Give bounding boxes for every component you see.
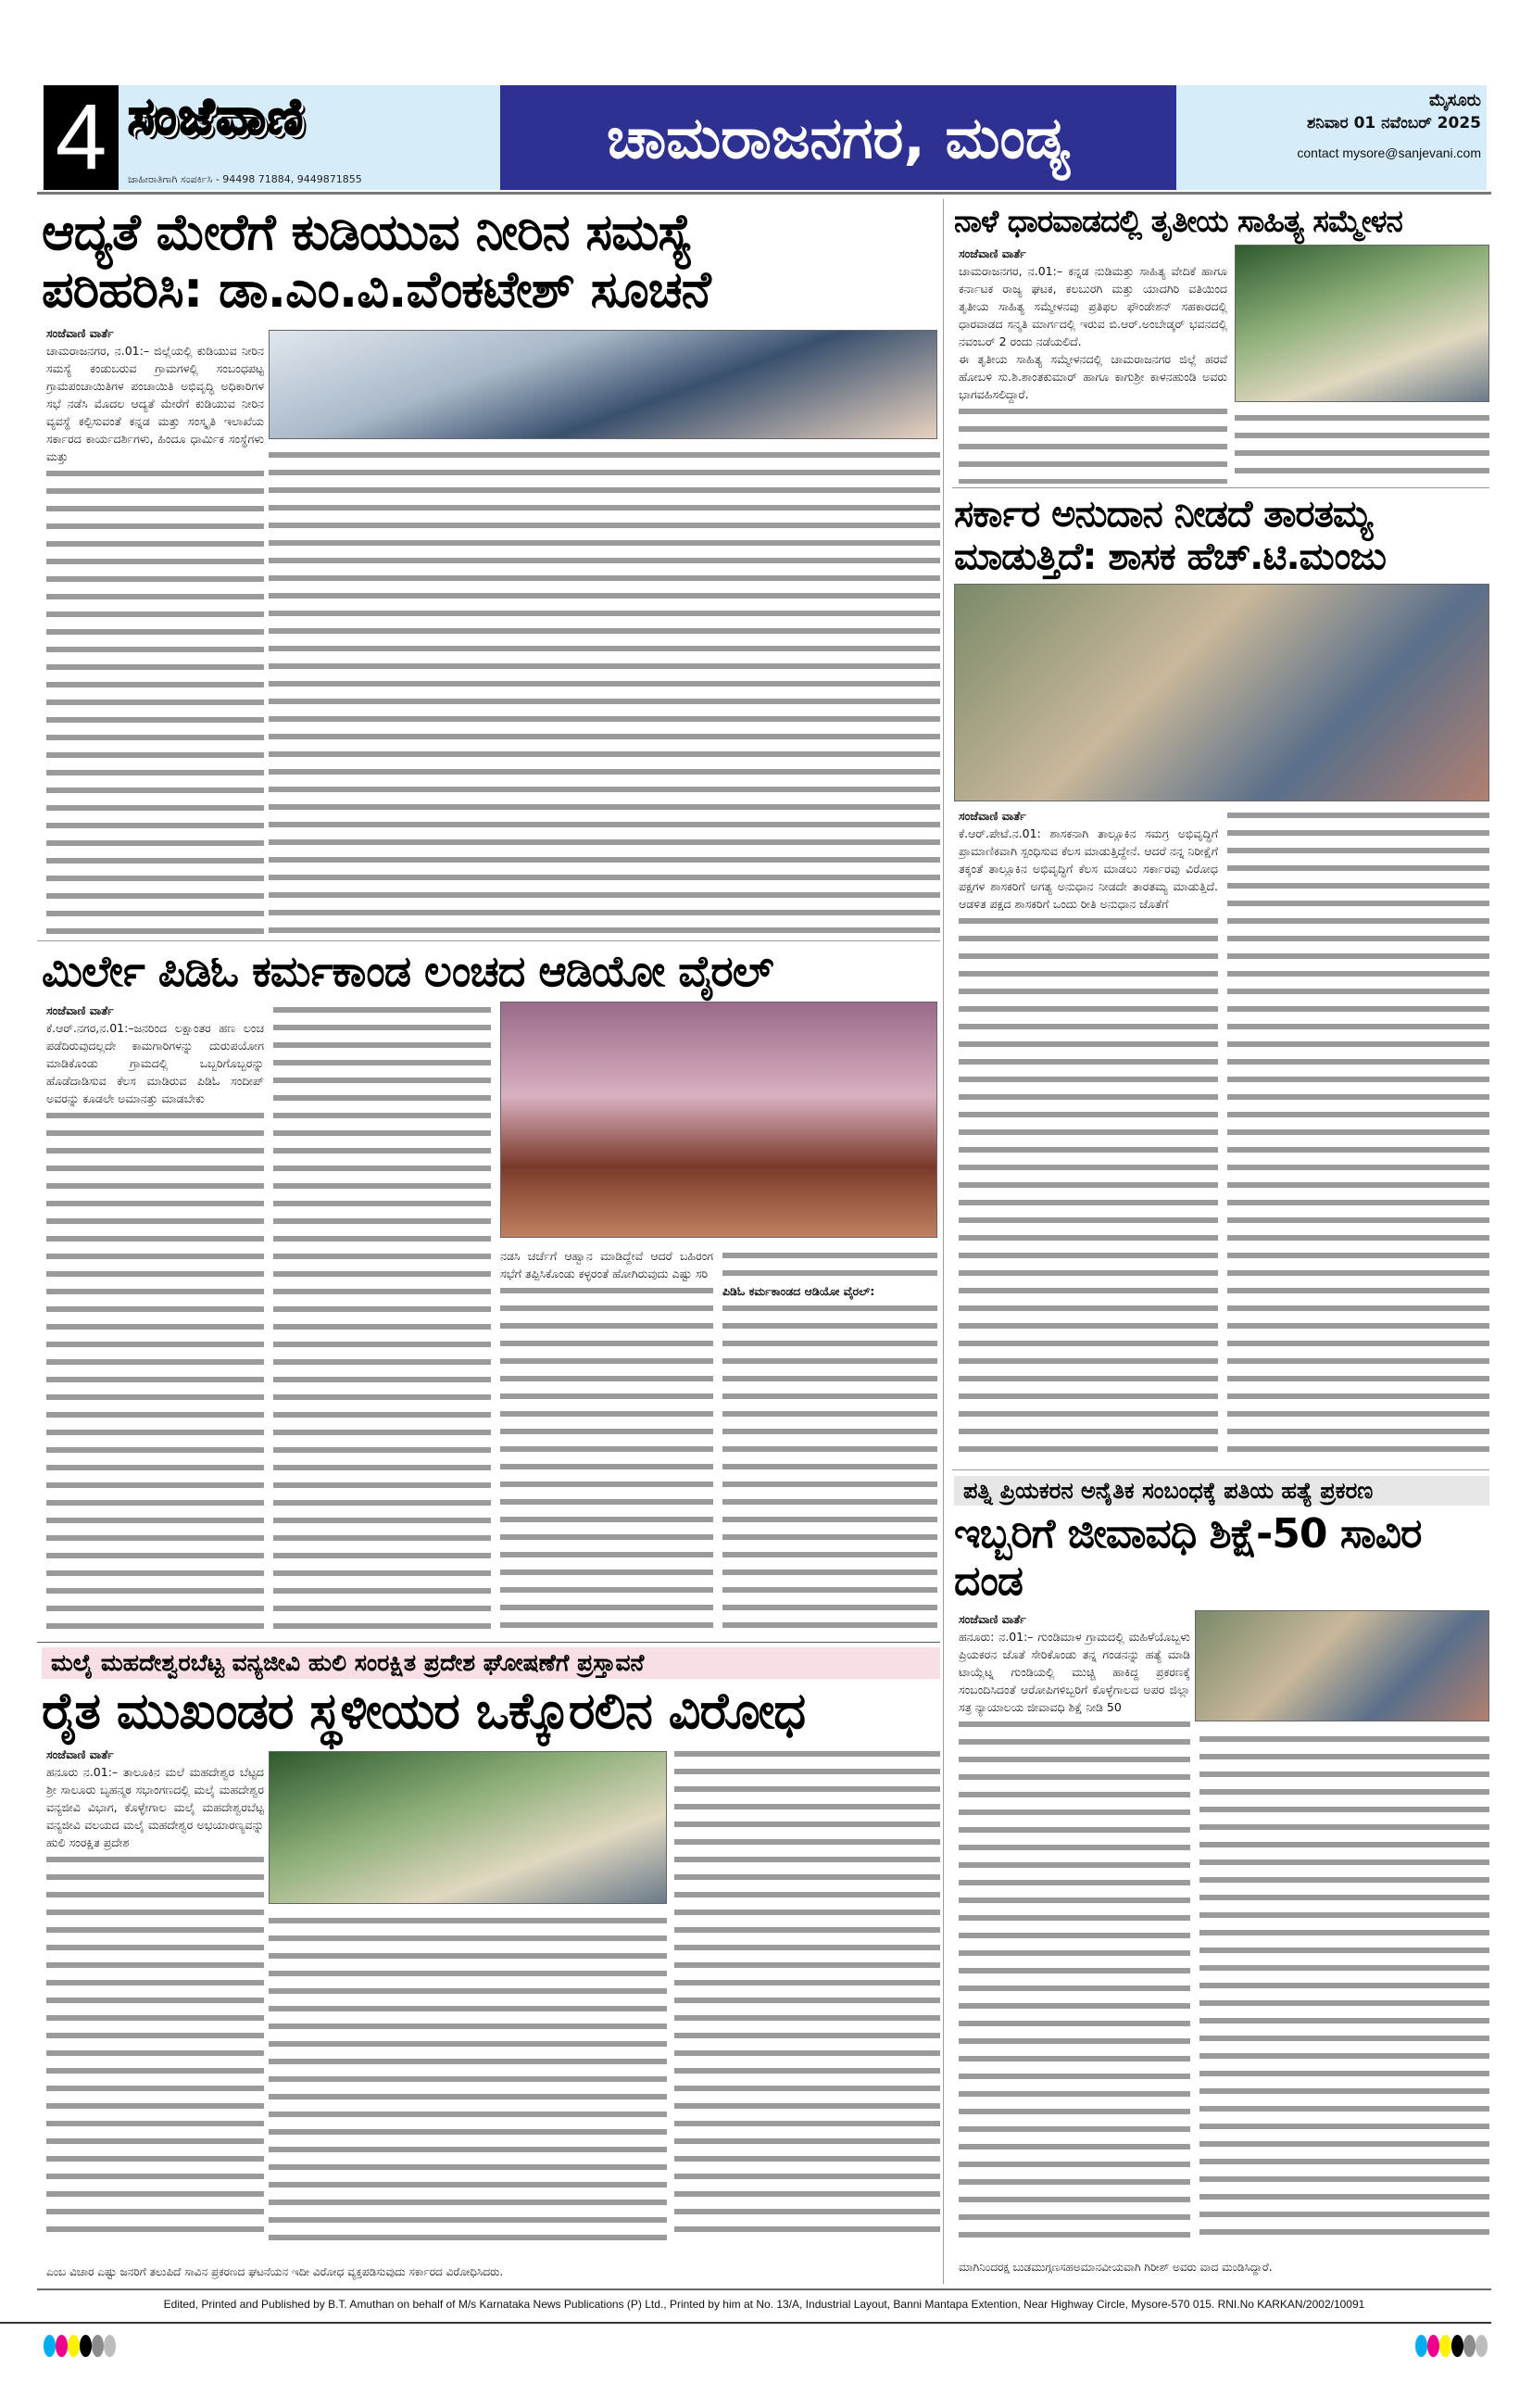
kicker-murder: ಪತ್ನಿ ಪ್ರಿಯಕರನ ಅನೈತಿಕ ಸಂಬಂಧಕ್ಕೆ ಪತಿಯ ಹತ್ಯೆ ಪ್ರಕರಣ [954, 1476, 1489, 1506]
photo-protest [500, 1002, 937, 1238]
divider [37, 940, 940, 941]
footer-rule [0, 2322, 1491, 2324]
article-body [959, 807, 1218, 1464]
article-water [42, 204, 940, 938]
ad-contact: ಜಾಹೀರಾತಿಗಾಗಿ ಸಂಪರ್ಕಿಸಿ - 94498 71884, 9449871855 [128, 173, 362, 185]
article-continuation [269, 1912, 667, 2244]
registration-dot [1427, 2335, 1439, 2357]
article-para: ಈ ತೃತೀಯ ಸಾಹಿತ್ಯ ಸಮ್ಮೇಳನದಲ್ಲಿ ಚಾಮರಾಜನಗರ ಜಿಲ್ಲೆ ಹರವೆ ಹೋಬಳಿ ಸು.ಶಿ.ಶಾಂತಕುಮಾರ್ ಹಾಗೂ ಕಾಗುಶ್ರೀ ಕಾಳನಹುಂಡಿ ಅವರು ಭಾಗವಹಿಸಲಿದ್ದಾರೆ. [959, 351, 1227, 401]
contact-email: contact mysore@sanjevani.com [1297, 145, 1481, 160]
logo-wordmark: ಸಂಜೆವಾಣಿ [128, 87, 306, 145]
article-continuation [1227, 807, 1489, 1464]
photo-accused [1195, 1610, 1489, 1721]
article-continuation [1235, 410, 1489, 484]
headline-verdict: ಇಬ್ಬರಿಗೆ ಜೀವಾವಧಿ ಶಿಕ್ಷೆ-50 ಸಾವಿರ ದಂಡ [954, 1510, 1422, 1605]
headline-pdo: ಮಿರ್ಲೇ ಪಿಡಿಓ ಕರ್ಮಕಾಂಡ ಲಂಚದ ಆಡಿಯೋ ವೈರಲ್ [42, 947, 773, 996]
article-pdo [42, 947, 940, 1634]
article-body [46, 324, 264, 938]
headline-farmers: ರೈತ ಮುಖಂಡರ ಸ್ಥಳೀಯರ ಒಕ್ಕೊರಲಿನ ವಿರೋಧ [42, 1682, 806, 1740]
registration-dot [68, 2335, 80, 2357]
registration-dot [104, 2335, 116, 2357]
headline-water-1: ಆದ್ಯತೆ ಮೇರೆಗೆ ಕುಡಿಯುವ ನೀರಿನ ಸಮಸ್ಯೆ [42, 204, 693, 261]
article-lead: ಹನೂರು: ನ.01:– ಗುಂಡಿಮಾಳ ಗ್ರಾಮದಲ್ಲಿ ಮಹಿಳೆಯೊಬ್ಬಳು ಪ್ರಿಯಕರನ ಜೊತೆ ಸೇರಿಕೊಂಡು ತನ್ನ ಗಂಡನನ್ನು ಹತ್ಯೆ ಮಾಡಿ ಟಾಯ್ಲೆಟ್ನ ಗುಂಡಿಯಲ್ಲಿ ಮುಚ್ಚಿ ಹಾಕಿದ್ದ ಪ್ರಕರಣಕ್ಕೆ ಸಂಬಂದಿಸಿದಂತೆ ಆರೋಪಿಗಳಿಬ್ಬರಿಗೆ ಕೊಳ್ಳೆಗಾಲದ ಅಪರ ಜಿಲ್ಲಾ ಸತ್ರ ನ್ಯಾಯಾಲಯ ಜೀವಾವಧಿ ಶಿಕ್ಷೆ ನೀಡಿ 50 [959, 1630, 1190, 1715]
imprint-line: Edited, Printed and Published by B.T. Amuthan on behalf of M/s Karnataka News Publications (P) Ltd., Printed by him at No. 13/A, Industrial Layout, Banni Mantapa Extention, Near Highway Circle, Mysore-570 015. RNI.No KARKAN/2002/10091 [163, 2298, 1365, 2311]
article-lead: ಚಾಮರಾಜನಗರ, ನ.01:– ಕನ್ನಡ ನುಡಿಮತ್ತು ಸಾಹಿತ್ಯ ವೇದಿಕೆ ಹಾಗೂ ಕರ್ನಾಟಕ ರಾಜ್ಯ ಘಟಕ, ಕಲಬುರಗಿ ಮತ್ತು ಯಾದಗಿರಿ ವತಿಯಿಂದ ತೃತೀಯ ಸಾಹಿತ್ಯ ಸಮ್ಮೇಳನವು ಪ್ರತಿಫಲ ಫೌಂಡೇಶನ್ ಸಹಕಾರದಲ್ಲಿ ಧಾರವಾಡದ ಸನ್ಮತಿ ಮಾರ್ಗದಲ್ಲಿ ಇರುವ ಬಿ.ಆರ್.ಅಂಬೇಡ್ಕರ್ ಭವನದಲ್ಲಿ ನವಂಬರ್ 2 ರಂದು ನಡೆಯಲಿದೆ. [959, 263, 1227, 348]
article-closing: ಮಾಗಿನಿಂದರಕ್ಷ ಬುಡಮುಗ್ಗಣಸಹಅಮಾನವೀಯವಾಗಿ ಗಿರೀಶ್ ಅವರು ವಾದ ಮಂಡಿಸಿದ್ದಾರೆ. [959, 2260, 1489, 2275]
headline-grant-1: ಸರ್ಕಾರ ಅನುದಾನ ನೀಡದೆ ತಾರತಮ್ಯ [954, 493, 1373, 536]
article-body [959, 245, 1227, 484]
article-body [959, 1610, 1190, 2239]
registration-dot [92, 2335, 104, 2357]
article-quote: ನಡಸಿ ಚರ್ಚೆಗೆ ಆಹ್ವಾನ ಮಾಡಿದ್ದೇವೆ ಆದರೆ ಬಹಿರಂಗ ಸಭೆಗೆ ತಪ್ಪಿಸಿಕೊಂಡು ಕಳ್ಳರಂತೆ ಹೋಗಿರುವುದು ಎಷ್ಟು ಸರಿ [500, 1248, 713, 1280]
article-continuation [273, 1002, 491, 1634]
headline-grant-2: ಮಾಡುತ್ತಿದೆ: ಶಾಸಕ ಹೆಚ್.ಟಿ.ಮಂಜು [954, 536, 1386, 578]
kicker-tiger-reserve: ಮಲೈ ಮಹದೇಶ್ವರಬೆಟ್ಟ ವನ್ಯಜೀವಿ ಹುಲಿ ಸಂರಕ್ಷಿತ ಪ್ರದೇಶ ಘೋಷಣೆಗೆ ಪ್ರಸ್ತಾವನೆ [42, 1647, 940, 1679]
article-verdict [954, 1476, 1489, 2276]
byline: ಸಂಜೆವಾಣಿ ವಾರ್ತೆ [959, 807, 1218, 825]
section-title: ಚಾಮರಾಜನಗರ, ಮಂಡ್ಯ [500, 85, 1176, 190]
photo-meeting-hanur [269, 1751, 667, 1904]
article-lead: ಚಾಮರಾಜನಗರ, ನ.01:– ಜಿಲ್ಲೆಯಲ್ಲಿ ಕುಡಿಯುವ ನೀರಿನ ಸಮಸ್ಯೆ ಕಂಡುಬರುವ ಗ್ರಾಮಗಳಲ್ಲಿ ಸಂಬಂಧಪಟ್ಟ ಗ್ರಾಮಪಂಚಾಯಿತಿಗಳ ಪಂಚಾಯಿತಿ ಅಭಿವೃದ್ಧಿ ಅಧಿಕಾರಿಗಳ ಸಭೆ ನಡೆಸಿ ಮೊದಲ ಆದ್ಯತೆ ಮೇರೆಗೆ ಕುಡಿಯುವ ನೀರಿನ ವ್ಯವಸ್ಥೆ ಕಲ್ಪಿಸುವಂತೆ ಕನ್ನಡ ಮತ್ತು ಸಂಸ್ಕೃತಿ ಇಲಾಖೆಯ ಸರ್ಕಾರದ ಕಾರ್ಯದರ್ಶಿಗಳು, ಹಿಂದೂ ಧಾರ್ಮಿಕ ಸಂಸ್ಥೆಗಳು ಮತ್ತು [46, 344, 264, 464]
byline: ಸಂಜೆವಾಣಿ ವಾರ್ತೆ [959, 1610, 1190, 1628]
footer-rule [37, 2288, 1491, 2290]
byline: ಸಂಜೆವಾಣಿ ವಾರ್ತೆ [46, 324, 264, 342]
registration-dot [1451, 2335, 1463, 2357]
article-continuation [722, 1247, 937, 1634]
article-continuation [500, 1247, 713, 1634]
registration-marks-left [44, 2335, 116, 2357]
registration-dot [80, 2335, 92, 2357]
masthead-divider [37, 192, 1491, 195]
registration-dot [1415, 2335, 1427, 2357]
divider [37, 1642, 940, 1643]
article-continuation [674, 1746, 940, 2244]
column-divider [943, 199, 944, 2284]
newspaper-logo [119, 85, 500, 190]
issue-date: ಶನಿವಾರ 01 ನವೆಂಬರ್ 2025 [1307, 114, 1481, 132]
divider [952, 1469, 1489, 1470]
subhead: ಪಿಡಿಓ ಕರ್ಮಕಾಂಡದ ಆಡಿಯೋ ವೈರಲ್: [722, 1282, 937, 1300]
article-body [46, 1746, 264, 2244]
article-farmers [42, 1647, 940, 2281]
edition-city: ಮೈಸೂರು [1429, 91, 1481, 110]
headline-water-2: ಪರಿಹರಿಸಿ: ಡಾ.ಎಂ.ವಿ.ವೆಂಕಟೇಶ್ ಸೂಚನೆ [42, 260, 710, 320]
article-lead: ಕೆ.ಆರ್.ನಗರ,ನ.01:–ಜನರಿಂದ ಲಕ್ಷಾಂತರ ಹಣ ಲಂಚ ಪಡೆದಿರುವುದಲ್ಲದೇ ಕಾಮಗಾರಿಗಳನ್ನು ದುರುಪಯೋಗ ಮಾಡಿಕೊಂಡು ಗ್ರಾಮದಲ್ಲಿ ಒಬ್ಬರಿಗೊಬ್ಬರನ್ನು ಹೊಡೆದಾಡಿಸುವ ಕೆಲಸ ಮಾಡಿರುವ ಪಿಡಿಓ ಸಂದೀಪ್ ಅವರನ್ನು ಕೂಡಲೇ ಅಮಾನತ್ತು ಮಾಡಬೇಕು [46, 1020, 264, 1105]
article-continuation [1199, 1731, 1489, 2239]
photo-mla-event [954, 584, 1489, 801]
registration-dot [1439, 2335, 1451, 2357]
divider [952, 487, 1489, 488]
photo-portraits [1235, 245, 1489, 402]
byline: ಸಂಜೆವಾಣಿ ವಾರ್ತೆ [46, 1002, 264, 1019]
article-grant [954, 493, 1489, 1464]
registration-dot [1463, 2335, 1475, 2357]
article-lead: ಹನೂರು ನ.01:– ತಾಲೂಕಿನ ಮಲೆ ಮಹದೇಶ್ವರ ಬೆಟ್ಟದ ಶ್ರೀ ಸಾಲೂರು ಬೃಹನ್ಮಠ ಸಭಾಂಗಣದಲ್ಲಿ ಮಲೈ ಮಹದೇಶ್ವರ ವನ್ಯಜೀವಿ ವಿಭಾಗ, ಕೊಳ್ಳೇಗಾಲ ಮಲೈ ಮಹದೇಶ್ವರಬೆಟ್ಟ ವನ್ಯಜೀವಿ ವಲಯದ ಮಲೈ ಮಹದೇಶ್ವರ ಅಭಯಾರಣ್ಯವನ್ನು ಹುಲಿ ಸಂರಕ್ಷಿತ ಪ್ರದೇಶ [46, 1765, 264, 1850]
edition-info [1176, 85, 1487, 190]
page-number: 4 [44, 85, 119, 190]
registration-dot [1475, 2335, 1488, 2357]
byline: ಸಂಜೆವಾಣಿ ವಾರ್ತೆ [959, 245, 1227, 262]
registration-dot [56, 2335, 68, 2357]
registration-dot [44, 2335, 56, 2357]
article-lead: ಕೆ.ಆರ್.ಪೇಟೆ.ನ.01: ಶಾಸಕನಾಗಿ ತಾಲ್ಲೂಕಿನ ಸಮಗ್ರ ಅಭಿವೃದ್ಧಿಗೆ ಪ್ರಾಮಾಣಿಕವಾಗಿ ಸ್ಪಂಧಿಸುವ ಕೆಲಸ ಮಾಡುತ್ತಿದ್ದೇನೆ. ಆದರೆ ನನ್ನ ನಿರೀಕ್ಷೆಗೆ ತಕ್ಕಂತೆ ತಾಲ್ಲೂಕಿನ ಅಭಿವೃದ್ಧಿಗೆ ಕೆಲಸ ಮಾಡಲು ಸರ್ಕಾರವು ವಿರೋಧ ಪಕ್ಷಗಳ ಶಾಸಕರಿಗೆ ಅಗತ್ಯ ಅನುಧಾನ ನೀಡದೇ ತಾರತಮ್ಯ ಮಾಡುತ್ತಿದೆ. ಆಡಳಿತ ಪಕ್ಷದ ಶಾಸಕರಿಗೆ ಒಂದು ರೀತಿ ಅನುಧಾನ ಜೊತೆಗೆ [959, 826, 1218, 911]
registration-marks-right [1415, 2335, 1488, 2357]
headline-sahitya: ನಾಳೆ ಧಾರವಾಡದಲ್ಲಿ ತೃತೀಯ ಸಾಹಿತ್ಯ ಸಮ್ಮೇಳನ [954, 204, 1402, 239]
photo-meeting [269, 330, 937, 439]
article-body [46, 1002, 264, 1634]
article-closing: ಎಂಬ ವಿಚಾರ ಎಷ್ಟು ಜನರಿಗೆ ತಲುಪಿದೆ ಸಾವಿನ ಪ್ರಕರಣದ ಘಟನೆಯನ ಇದೀ ವಿರೋಧ ವ್ಯಕ್ತಪಡಿಸುವುದು ಸರ್ಕಾರದ ವಿರೋಧಿಸಿದರು. [46, 2264, 940, 2279]
byline: ಸಂಜೆವಾಣಿ ವಾರ್ತೆ [46, 1746, 264, 1763]
article-continuation [269, 447, 940, 938]
article-sahitya [954, 204, 1489, 484]
